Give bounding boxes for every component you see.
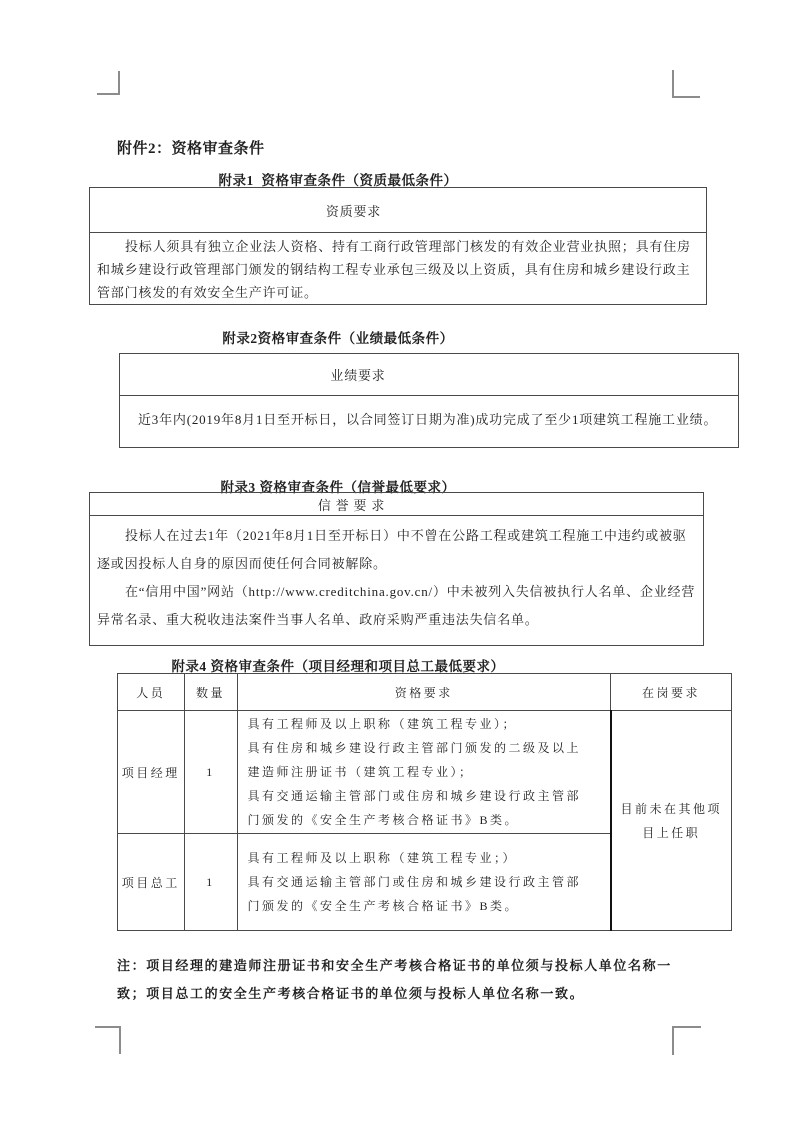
page-title: 附件2：资格审查条件	[117, 141, 265, 157]
section-4-heading: 附录4 资格审查条件（项目经理和项目总工最低要求）	[171, 659, 505, 674]
count-cell: 1	[184, 711, 237, 834]
section-2-heading: 附录2资格审查条件（业绩最低条件）	[222, 331, 454, 346]
credit-body-cell	[90, 516, 704, 646]
count-cell: 1	[184, 834, 237, 931]
table-header-row	[90, 188, 707, 233]
crop-mark-bottom-right	[672, 1026, 701, 1055]
qualification-grade-text: 投标人须具有独立企业法人资格、持有工商行政管理部门核发的有效企业营业执照；具有住房和城乡建设行政管理部门颁发的钢结构工程专业承包三级及以上资质，具有住房和城乡建设行政主管部门核发的有效安全生产许可证。	[97, 239, 691, 300]
column-header-person: 人员	[118, 674, 185, 711]
personnel-requirements-table	[117, 673, 732, 931]
credit-paragraph-2: 在“信用中国”网站（http://www.creditchina.gov.cn/）中未被列入失信被执行人名单、企业经营异常名录、重大税收违法案件当事人名单、政府采购严重违法失信名单。	[97, 584, 696, 627]
table-header-row	[120, 354, 739, 396]
column-header-on-duty: 在岗要求	[611, 674, 732, 711]
qualification-item: 具有住房和城乡建设行政主管部门颁发的二级及以上建造师注册证书（建筑工程专业）；	[247, 741, 582, 779]
table-row	[120, 396, 739, 448]
section-3-heading: 附录3 资格审查条件（信誉最低要求）	[220, 480, 456, 495]
person-cell: 项目总工	[118, 834, 185, 931]
crop-mark-bottom-left	[95, 1026, 121, 1054]
table-header-row	[118, 674, 732, 711]
qualification-grade-body-cell	[90, 233, 707, 305]
credit-table	[89, 492, 704, 646]
qualification-item: 具有工程师及以上职称（建筑工程专业；）	[247, 851, 518, 865]
crop-mark-top-right	[672, 70, 700, 98]
qualifications-cell	[237, 711, 611, 834]
performance-body-cell	[120, 396, 739, 448]
qualification-item: 具有工程师及以上职称（建筑工程专业）；	[247, 717, 518, 731]
crop-mark-top-left	[97, 71, 120, 95]
performance-header-cell: 业绩要求	[120, 354, 739, 396]
column-header-count: 数量	[184, 674, 237, 711]
qualification-item: 具有交通运输主管部门或住房和城乡建设行政主管部门颁发的《安全生产考核合格证书》B类。	[247, 875, 582, 913]
table-header-row	[90, 493, 704, 516]
qualifications-cell	[237, 834, 611, 931]
performance-table	[119, 353, 739, 448]
qualification-grade-table	[89, 187, 707, 305]
credit-paragraph-1: 投标人在过去1年（2021年8月1日至开标日）中不曾在公路工程或建筑工程施工中违约或被驱逐或因投标人自身的原因而使任何合同被解除。	[97, 528, 687, 571]
qualification-grade-header-cell: 资质要求	[90, 188, 707, 233]
table-row	[90, 516, 704, 646]
column-header-qualification: 资格要求	[237, 674, 611, 711]
on-duty-requirement-cell: 目前未在其他项目上任职	[611, 711, 732, 931]
credit-header-cell: 信 誉 要 求	[90, 493, 704, 516]
section-1-heading: 附录1 资格审查条件（资质最低条件）	[218, 173, 458, 188]
table-row-project-manager	[118, 711, 732, 834]
person-cell: 项目经理	[118, 711, 185, 834]
qualification-item: 具有交通运输主管部门或住房和城乡建设行政主管部门颁发的《安全生产考核合格证书》B类。	[247, 789, 582, 827]
table-row	[90, 233, 707, 305]
footnote: 注：项目经理的建造师注册证书和安全生产考核合格证书的单位须与投标人单位名称一致；项目总工的安全生产考核合格证书的单位须与投标人单位名称一致。	[117, 958, 672, 1001]
performance-text: 近3年内(2019年8月1日至开标日，以合同签订日期为准)成功完成了至少1项建筑工程施工业绩。	[138, 412, 718, 427]
